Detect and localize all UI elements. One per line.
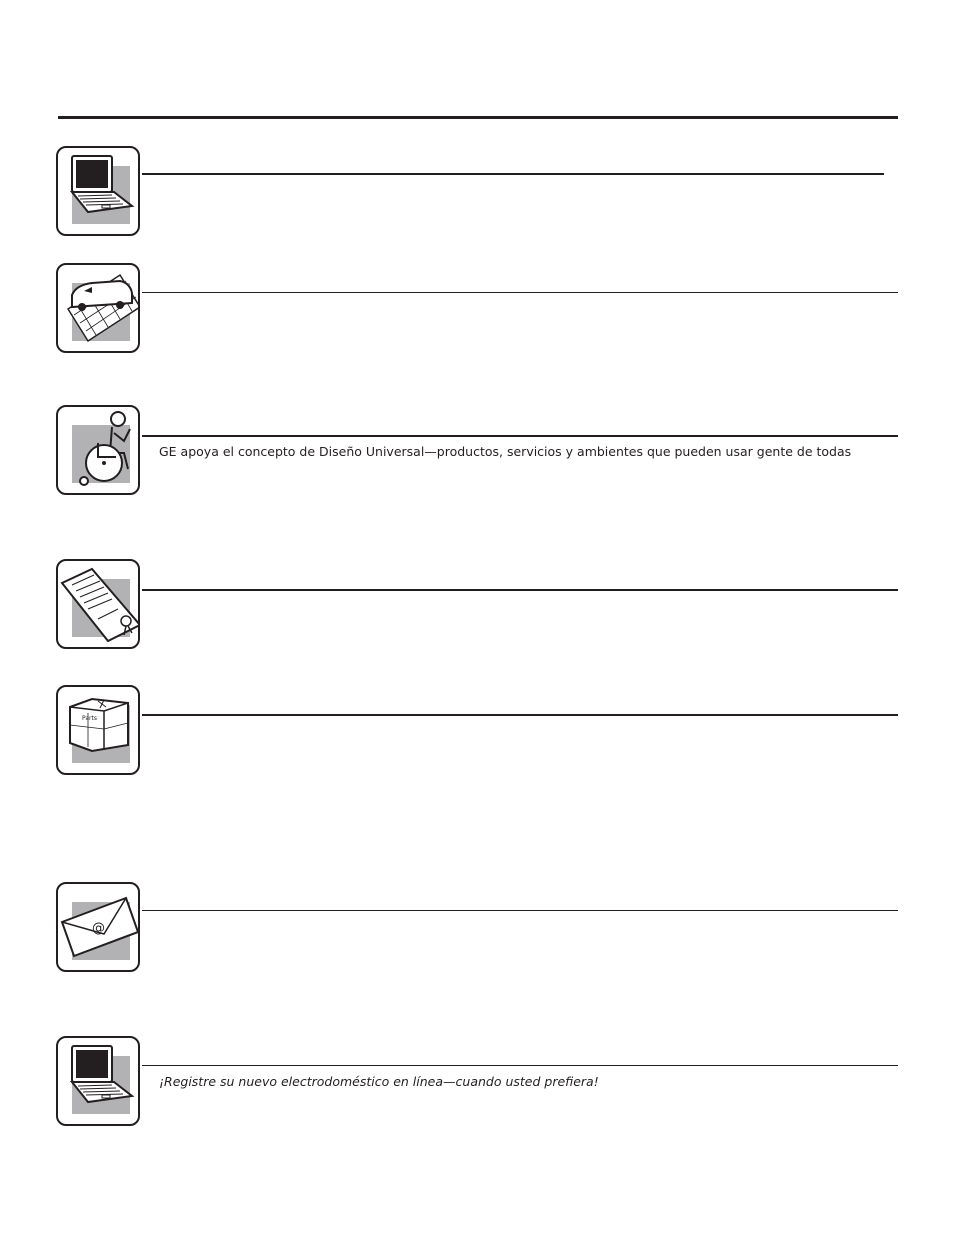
section-rule bbox=[142, 714, 898, 716]
section-rule bbox=[142, 435, 898, 437]
svg-text:Parts: Parts bbox=[82, 715, 97, 722]
service-van-calendar-icon bbox=[56, 263, 140, 353]
warranty-certificate-icon bbox=[56, 559, 140, 649]
email-envelope-icon bbox=[56, 882, 140, 972]
laptop-icon bbox=[56, 1036, 140, 1126]
section-rule bbox=[142, 910, 898, 911]
laptop-icon bbox=[56, 146, 140, 236]
section-rule bbox=[142, 173, 884, 175]
wheelchair-accessibility-icon bbox=[56, 405, 140, 495]
section-rule bbox=[142, 589, 898, 591]
svg-text:@: @ bbox=[92, 921, 105, 936]
register-appliance-text: ¡Registre su nuevo electrodoméstico en línea—cuando usted prefiera! bbox=[159, 1074, 599, 1089]
parts-box-icon bbox=[56, 685, 140, 775]
section-rule bbox=[142, 292, 898, 293]
section-rule bbox=[142, 1065, 898, 1066]
universal-design-text: GE apoya el concepto de Diseño Universal—productos, servicios y ambientes que pueden usar gente de todas bbox=[159, 444, 852, 459]
header-rule bbox=[58, 116, 898, 119]
